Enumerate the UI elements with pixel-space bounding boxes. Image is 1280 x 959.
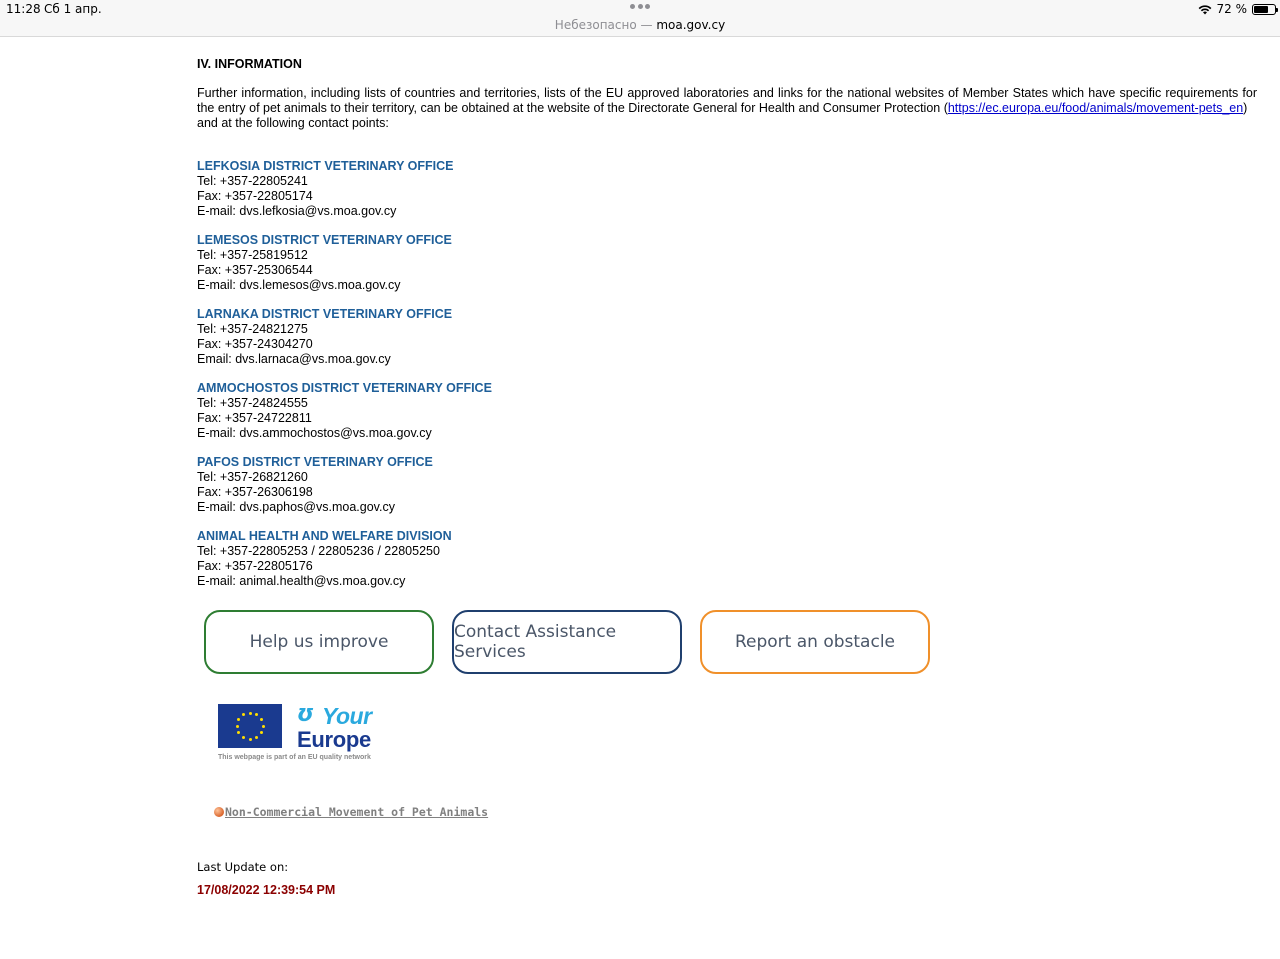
- eu-star: [236, 725, 239, 728]
- eu-star: [237, 731, 240, 734]
- office-email: E-mail: dvs.lefkosia@vs.moa.gov.cy: [197, 204, 397, 218]
- eu-star: [255, 713, 258, 716]
- office-fax: Fax: +357-24722811: [197, 411, 312, 425]
- eu-star: [260, 731, 263, 734]
- office-fax: Fax: +357-25306544: [197, 263, 313, 277]
- office-fax: Fax: +357-24304270: [197, 337, 313, 351]
- intro-text: Further information, including lists of countries and territories, lists of the EU approved laboratories and links for the national websites of Member States which have specific requirements for the entry of pet animals to their territory, can be obtained at the website of the Directorate General for Health and Consumer Protection (: [197, 86, 1257, 115]
- wifi-icon: [1198, 4, 1212, 15]
- eu-star: [242, 736, 245, 739]
- eu-star: [249, 712, 252, 715]
- status-right: [1198, 2, 1277, 16]
- office-lefkosia: [197, 159, 1257, 219]
- office-name: AMMOCHOSTOS DISTRICT VETERINARY OFFICE: [197, 381, 492, 395]
- office-email: E-mail: animal.health@vs.moa.gov.cy: [197, 574, 406, 588]
- main-content: [197, 57, 1257, 603]
- battery-percent: 72 %: [1216, 2, 1247, 16]
- office-ammochostos: [197, 381, 1257, 441]
- contact-list: [197, 159, 1257, 589]
- office-name: LEMESOS DISTRICT VETERINARY OFFICE: [197, 233, 452, 247]
- office-tel: Tel: +357-25819512: [197, 248, 308, 262]
- eu-star: [260, 718, 263, 721]
- pet-movement-link[interactable]: Non-Commercial Movement of Pet Animals: [225, 805, 489, 819]
- contact-assistance-button[interactable]: Contact Assistance Services: [452, 610, 682, 674]
- office-fax: Fax: +357-22805176: [197, 559, 313, 573]
- status-date: Сб 1 апр.: [44, 2, 102, 16]
- eu-star: [249, 738, 252, 741]
- status-time: 11:28: [6, 2, 41, 16]
- office-tel: Tel: +357-22805253 / 22805236 / 22805250: [197, 544, 440, 558]
- eu-star: [237, 718, 240, 721]
- related-link-row: [214, 805, 488, 819]
- battery-icon: [1252, 4, 1276, 15]
- office-animal-health: [197, 529, 1257, 589]
- office-fax: Fax: +357-26306198: [197, 485, 313, 499]
- address-bar[interactable]: [0, 18, 1280, 32]
- intro-paragraph: [197, 86, 1257, 131]
- office-name: LEFKOSIA DISTRICT VETERINARY OFFICE: [197, 159, 454, 173]
- office-pafos: [197, 455, 1257, 515]
- logo-tagline: This webpage is part of an EU quality network: [218, 754, 371, 761]
- address-separator: —: [636, 18, 657, 32]
- last-update-value: 17/08/2022 12:39:54 PM: [197, 883, 336, 897]
- office-name: LARNAKA DISTRICT VETERINARY OFFICE: [197, 307, 453, 321]
- help-us-improve-button[interactable]: Help us improve: [204, 610, 434, 674]
- insecure-label: Небезопасно: [554, 18, 637, 32]
- bullet-icon: [214, 807, 224, 817]
- office-fax: Fax: +357-22805174: [197, 189, 313, 203]
- office-tel: Tel: +357-24824555: [197, 396, 308, 410]
- eu-star: [255, 736, 258, 739]
- more-dots-icon[interactable]: [630, 4, 650, 10]
- office-lemesos: [197, 233, 1257, 293]
- eu-flag-icon: [218, 704, 282, 748]
- office-tel: Tel: +357-22805241: [197, 174, 308, 188]
- intro-after: and at the following contact points:: [197, 116, 389, 130]
- office-email: E-mail: dvs.lemesos@vs.moa.gov.cy: [197, 278, 401, 292]
- section-title: IV. INFORMATION: [197, 57, 302, 71]
- report-obstacle-button[interactable]: Report an obstacle: [700, 610, 930, 674]
- last-update-label: Last Update on:: [197, 860, 289, 874]
- eu-star: [262, 725, 265, 728]
- logo-your: Your: [322, 703, 372, 729]
- office-email: E-mail: dvs.paphos@vs.moa.gov.cy: [197, 500, 395, 514]
- office-tel: Tel: +357-24821275: [197, 322, 308, 336]
- dg-health-link[interactable]: https://ec.europa.eu/food/animals/movement-pets_en: [947, 101, 1244, 115]
- office-name: ANIMAL HEALTH AND WELFARE DIVISION: [197, 529, 452, 543]
- intro-close: ): [1243, 101, 1248, 115]
- office-larnaka: [197, 307, 1257, 367]
- logo-europe: Europe: [297, 727, 371, 752]
- office-email: E-mail: dvs.ammochostos@vs.moa.gov.cy: [197, 426, 432, 440]
- office-name: PAFOS DISTRICT VETERINARY OFFICE: [197, 455, 433, 469]
- smile-icon: ʊ: [298, 701, 315, 726]
- office-email: Email: dvs.larnaca@vs.moa.gov.cy: [197, 352, 391, 366]
- office-tel: Tel: +357-26821260: [197, 470, 308, 484]
- eu-star: [242, 713, 245, 716]
- address-host: moa.gov.cy: [656, 18, 726, 32]
- your-europe-logo[interactable]: [218, 703, 388, 765]
- browser-top-bar: [0, 0, 1280, 37]
